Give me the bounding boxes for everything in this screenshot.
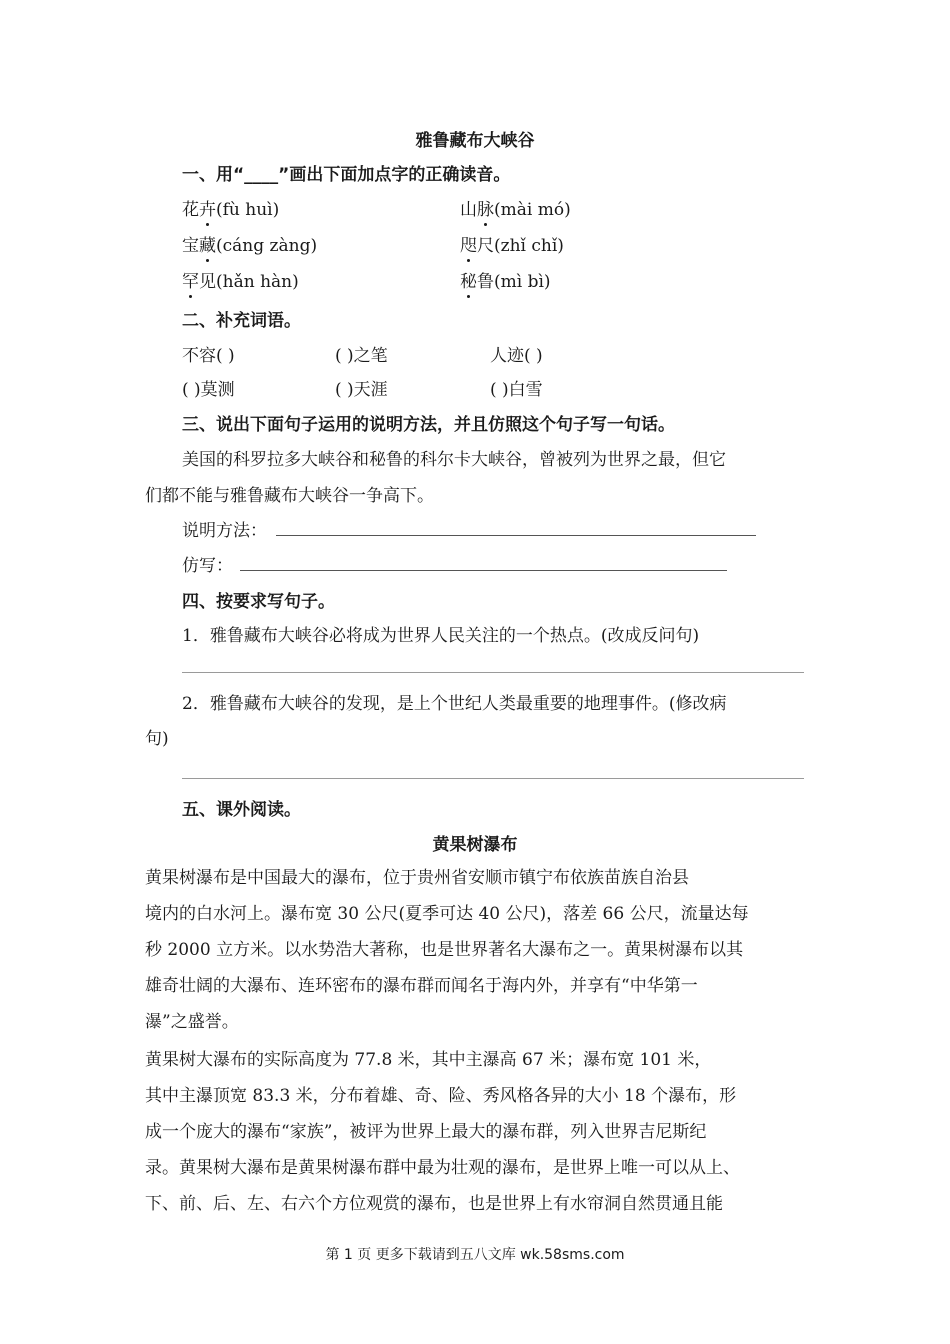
word-blank: ( )莫测 bbox=[182, 380, 235, 400]
pinyin-item bbox=[460, 231, 564, 256]
reading-title: 黄果树瀑布 bbox=[432, 835, 518, 855]
pinyin-options: (mì bì) bbox=[494, 272, 551, 292]
imitate-label: 仿写： bbox=[182, 556, 233, 576]
reading-line: 秒 2000 立方米。以水势浩大著称，也是世界著名大瀑布之一。黄果树瀑布以其 bbox=[145, 940, 744, 960]
word-blank: ( )白雪 bbox=[490, 380, 543, 400]
reading-line: 录。黄果树大瀑布是黄果树瀑布群中最为壮观的瀑布，是世界上唯一可以从上、 bbox=[145, 1158, 740, 1178]
method-answer-line[interactable] bbox=[276, 535, 756, 536]
method-label: 说明方法： bbox=[182, 521, 267, 541]
question-2-line: 句) bbox=[145, 729, 169, 749]
pinyin-dotted-char: 秘 bbox=[460, 267, 477, 292]
pinyin-item bbox=[182, 267, 299, 292]
section-3-heading: 三、说出下面句子运用的说明方法，并且仿照这个句子写一句话。 bbox=[182, 415, 675, 435]
reading-line: 成一个庞大的瀑布“家族”，被评为世界上最大的瀑布群，列入世界吉尼斯纪 bbox=[145, 1122, 707, 1142]
reading-line: 其中主瀑顶宽 83.3 米，分布着雄、奇、险、秀风格各异的大小 18 个瀑布，形 bbox=[145, 1086, 737, 1106]
pinyin-options: (fù huì) bbox=[216, 200, 280, 220]
question-2-answer-line[interactable] bbox=[182, 778, 804, 779]
section-2-heading: 二、补充词语。 bbox=[182, 311, 301, 331]
example-sentence-line: 们都不能与雅鲁藏布大峡谷一争高下。 bbox=[145, 486, 434, 506]
pinyin-options: (hǎn hàn) bbox=[216, 272, 299, 292]
pinyin-item-suffix: 鲁 bbox=[477, 272, 494, 292]
example-sentence-line: 美国的科罗拉多大峡谷和秘鲁的科尔卡大峡谷，曾被列为世界之最，但它 bbox=[182, 450, 726, 470]
pinyin-dotted-char: 藏 bbox=[199, 231, 216, 256]
pinyin-options: (zhǐ chǐ) bbox=[494, 236, 564, 256]
reading-line: 瀑”之盛誉。 bbox=[145, 1012, 239, 1032]
pinyin-dotted-char: 卉 bbox=[199, 195, 216, 220]
reading-line: 下、前、后、左、右六个方位观赏的瀑布，也是世界上有水帘洞自然贯通且能 bbox=[145, 1194, 723, 1214]
reading-line: 境内的白水河上。瀑布宽 30 公尺(夏季可达 40 公尺)，落差 66 公尺，流量达每 bbox=[145, 904, 749, 924]
word-blank: ( )之笔 bbox=[335, 346, 388, 366]
reading-line: 雄奇壮阔的大瀑布、连环密布的瀑布群而闻名于海内外，并享有“中华第一 bbox=[145, 976, 698, 996]
pinyin-item-suffix: 见 bbox=[199, 272, 216, 292]
page-footer: 第 1 页 更多下载请到五八文库 wk.58sms.com bbox=[325, 1247, 625, 1263]
pinyin-item-prefix: 宝 bbox=[182, 236, 199, 256]
pinyin-item bbox=[460, 267, 551, 292]
pinyin-item bbox=[182, 231, 317, 256]
reading-line: 黄果树瀑布是中国最大的瀑布，位于贵州省安顺市镇宁布依族苗族自治县 bbox=[145, 868, 689, 888]
pinyin-options: (cáng zàng) bbox=[216, 236, 318, 256]
word-blank: ( )天涯 bbox=[335, 380, 388, 400]
question-1: 1．雅鲁藏布大峡谷必将成为世界人民关注的一个热点。(改成反问句) bbox=[182, 626, 700, 646]
section-1-heading: 一、用“____”画出下面加点字的正确读音。 bbox=[182, 165, 511, 185]
pinyin-item-prefix: 山 bbox=[460, 200, 477, 220]
pinyin-dotted-char: 脉 bbox=[477, 195, 494, 220]
pinyin-dotted-char: 罕 bbox=[182, 267, 199, 292]
pinyin-item bbox=[460, 195, 571, 220]
section-4-heading: 四、按要求写句子。 bbox=[182, 592, 335, 612]
pinyin-item bbox=[182, 195, 279, 220]
word-blank: 人迹( ) bbox=[490, 346, 543, 366]
pinyin-item-prefix: 花 bbox=[182, 200, 199, 220]
section-5-heading: 五、课外阅读。 bbox=[182, 800, 301, 820]
question-2-line: 2．雅鲁藏布大峡谷的发现，是上个世纪人类最重要的地理事件。(修改病 bbox=[182, 694, 727, 714]
pinyin-options: (mài mó) bbox=[494, 200, 571, 220]
question-1-answer-line[interactable] bbox=[182, 672, 804, 673]
imitate-answer-line[interactable] bbox=[240, 570, 727, 571]
word-blank: 不容( ) bbox=[182, 346, 235, 366]
reading-line: 黄果树大瀑布的实际高度为 77.8 米，其中主瀑高 67 米；瀑布宽 101 米， bbox=[145, 1050, 712, 1070]
page-title: 雅鲁藏布大峡谷 bbox=[415, 131, 535, 151]
pinyin-dotted-char: 咫 bbox=[460, 231, 477, 256]
pinyin-item-suffix: 尺 bbox=[477, 236, 494, 256]
